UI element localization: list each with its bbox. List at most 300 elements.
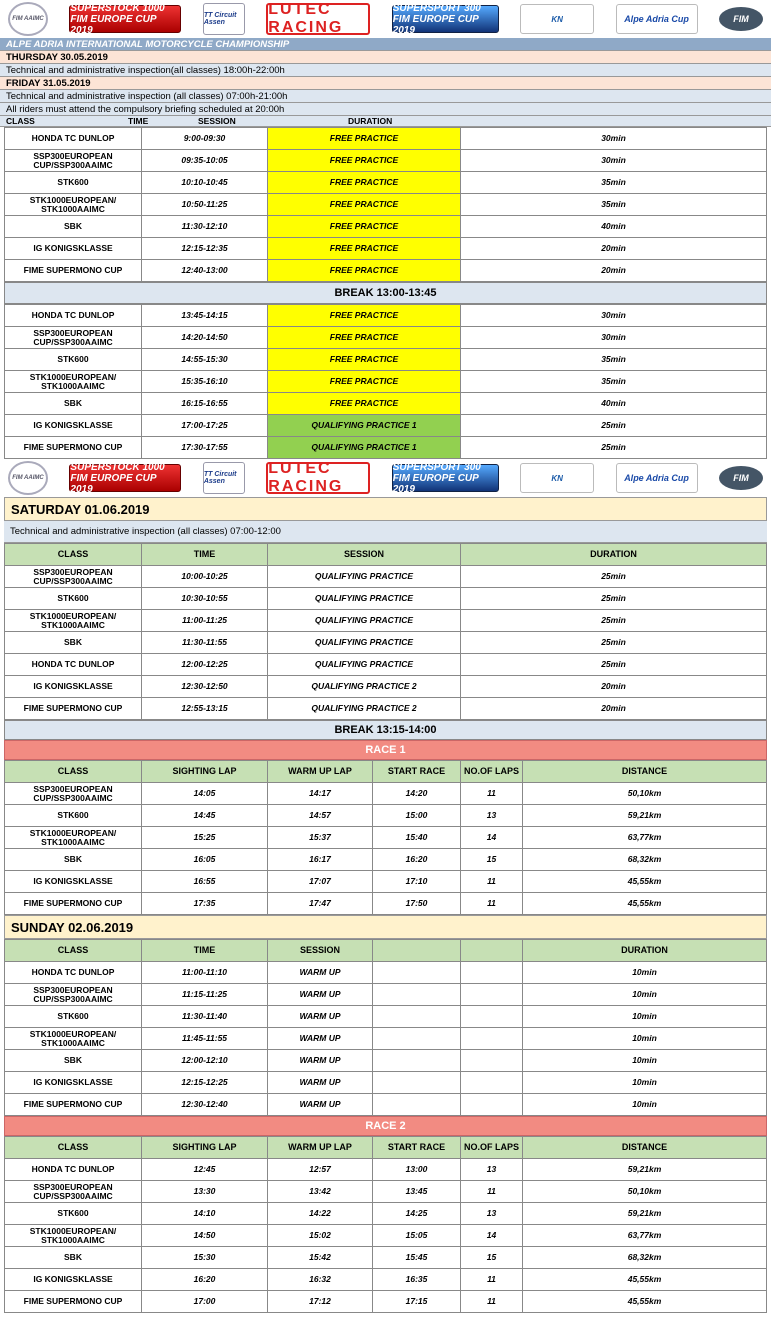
duration-cell: 10min bbox=[523, 1094, 767, 1116]
time-cell: 14:55-15:30 bbox=[142, 349, 268, 371]
sighting-cell: 13:30 bbox=[142, 1181, 268, 1203]
session-cell: FREE PRACTICE bbox=[268, 216, 461, 238]
laps-cell: 11 bbox=[461, 871, 523, 893]
warmup-cell: 17:47 bbox=[268, 893, 373, 915]
time-cell: 11:45-11:55 bbox=[142, 1028, 268, 1050]
table-row bbox=[5, 783, 767, 805]
table-row bbox=[5, 437, 767, 459]
class-cell: FIME SUPERMONO CUP bbox=[5, 698, 142, 720]
table-row bbox=[5, 610, 767, 632]
class-cell: STK600 bbox=[5, 349, 142, 371]
thursday-info: Technical and administrative inspection(all classes) 18:00h-22:00h bbox=[0, 64, 771, 77]
table-row bbox=[5, 984, 767, 1006]
laps-cell: 11 bbox=[461, 783, 523, 805]
session-cell: FREE PRACTICE bbox=[268, 260, 461, 282]
friday-col-time: TIME bbox=[128, 116, 149, 126]
header-duration: DURATION bbox=[523, 940, 767, 962]
table-row bbox=[5, 1028, 767, 1050]
session-cell: QUALIFYING PRACTICE bbox=[268, 632, 461, 654]
start-cell: 13:45 bbox=[373, 1181, 461, 1203]
distance-cell: 59,21km bbox=[523, 1159, 767, 1181]
time-cell: 17:00-17:25 bbox=[142, 415, 268, 437]
duration-cell: 30min bbox=[461, 305, 767, 327]
friday-info-briefing: All riders must attend the compulsory briefing scheduled at 20:00h bbox=[0, 103, 771, 116]
session-cell: WARM UP bbox=[268, 1006, 373, 1028]
session-cell: QUALIFYING PRACTICE bbox=[268, 654, 461, 676]
saturday-info: Technical and administrative inspection (all classes) 07:00-12:00 bbox=[4, 521, 767, 543]
time-cell: 09:35-10:05 bbox=[142, 150, 268, 172]
time-cell: 11:00-11:10 bbox=[142, 962, 268, 984]
start-cell: 15:40 bbox=[373, 827, 461, 849]
table-row bbox=[5, 1247, 767, 1269]
laps-cell: 11 bbox=[461, 1291, 523, 1313]
laps-cell: 11 bbox=[461, 893, 523, 915]
table-row bbox=[5, 393, 767, 415]
time-cell: 12:55-13:15 bbox=[142, 698, 268, 720]
session-cell: FREE PRACTICE bbox=[268, 194, 461, 216]
start-cell: 16:20 bbox=[373, 849, 461, 871]
distance-cell: 45,55km bbox=[523, 871, 767, 893]
fim-logo: FIM bbox=[719, 466, 763, 490]
start-cell: 17:50 bbox=[373, 893, 461, 915]
session-cell: QUALIFYING PRACTICE 1 bbox=[268, 415, 461, 437]
laps-cell: 11 bbox=[461, 1269, 523, 1291]
start-cell: 14:25 bbox=[373, 1203, 461, 1225]
laps-cell: 13 bbox=[461, 1203, 523, 1225]
start-cell: 14:20 bbox=[373, 783, 461, 805]
class-cell: HONDA TC DUNLOP bbox=[5, 128, 142, 150]
header-start: START RACE bbox=[373, 1137, 461, 1159]
warmup-cell: 16:32 bbox=[268, 1269, 373, 1291]
header-session: SESSION bbox=[268, 544, 461, 566]
laps-cell: 14 bbox=[461, 1225, 523, 1247]
duration-cell: 20min bbox=[461, 698, 767, 720]
distance-cell: 45,55km bbox=[523, 893, 767, 915]
duration-cell: 10min bbox=[523, 962, 767, 984]
race-header-row bbox=[5, 761, 767, 783]
header-class: CLASS bbox=[5, 761, 142, 783]
class-cell: FIME SUPERMONO CUP bbox=[5, 893, 142, 915]
duration-cell: 35min bbox=[461, 349, 767, 371]
sponsor-logos-middle bbox=[0, 459, 771, 497]
table-row bbox=[5, 349, 767, 371]
race-header-row bbox=[5, 1137, 767, 1159]
empty-cell bbox=[373, 1072, 461, 1094]
sighting-cell: 17:00 bbox=[142, 1291, 268, 1313]
table-row bbox=[5, 1269, 767, 1291]
time-cell: 10:10-10:45 bbox=[142, 172, 268, 194]
table-row bbox=[5, 1006, 767, 1028]
distance-cell: 63,77km bbox=[523, 827, 767, 849]
empty-cell bbox=[373, 1050, 461, 1072]
thursday-heading: THURSDAY 30.05.2019 bbox=[0, 51, 771, 64]
start-cell: 15:05 bbox=[373, 1225, 461, 1247]
friday-table-1 bbox=[4, 127, 767, 282]
duration-cell: 20min bbox=[461, 676, 767, 698]
table-row bbox=[5, 1050, 767, 1072]
empty-cell bbox=[373, 984, 461, 1006]
table-row bbox=[5, 827, 767, 849]
class-cell: STK600 bbox=[5, 588, 142, 610]
header-row bbox=[5, 940, 767, 962]
time-cell: 11:30-11:40 bbox=[142, 1006, 268, 1028]
duration-cell: 40min bbox=[461, 393, 767, 415]
start-cell: 17:15 bbox=[373, 1291, 461, 1313]
supersport-logo: SUPERSPORT 300 FIM EUROPE CUP 2019 bbox=[392, 5, 499, 33]
distance-cell: 45,55km bbox=[523, 1291, 767, 1313]
time-cell: 11:30-11:55 bbox=[142, 632, 268, 654]
duration-cell: 25min bbox=[461, 415, 767, 437]
duration-cell: 30min bbox=[461, 128, 767, 150]
duration-cell: 40min bbox=[461, 216, 767, 238]
kn-logo: KN bbox=[520, 463, 594, 493]
session-cell: WARM UP bbox=[268, 1072, 373, 1094]
empty-cell bbox=[461, 1028, 523, 1050]
race-2-table bbox=[4, 1136, 767, 1313]
session-cell: WARM UP bbox=[268, 962, 373, 984]
session-cell: FREE PRACTICE bbox=[268, 238, 461, 260]
time-cell: 12:30-12:50 bbox=[142, 676, 268, 698]
time-cell: 16:15-16:55 bbox=[142, 393, 268, 415]
warmup-cell: 15:37 bbox=[268, 827, 373, 849]
table-row bbox=[5, 128, 767, 150]
table-row bbox=[5, 238, 767, 260]
table-row bbox=[5, 1072, 767, 1094]
time-cell: 12:15-12:25 bbox=[142, 1072, 268, 1094]
time-cell: 14:20-14:50 bbox=[142, 327, 268, 349]
alpe-adria-cup-logo: Alpe Adria Cup bbox=[616, 4, 698, 34]
session-cell: QUALIFYING PRACTICE bbox=[268, 588, 461, 610]
warmup-cell: 14:17 bbox=[268, 783, 373, 805]
table-row bbox=[5, 654, 767, 676]
duration-cell: 20min bbox=[461, 238, 767, 260]
class-cell: STK600 bbox=[5, 172, 142, 194]
friday-table-2 bbox=[4, 304, 767, 459]
table-row bbox=[5, 849, 767, 871]
warmup-cell: 14:22 bbox=[268, 1203, 373, 1225]
friday-col-session: SESSION bbox=[198, 116, 236, 126]
table-row bbox=[5, 698, 767, 720]
header-class: CLASS bbox=[5, 1137, 142, 1159]
time-cell: 11:15-11:25 bbox=[142, 984, 268, 1006]
sighting-cell: 15:25 bbox=[142, 827, 268, 849]
session-cell: FREE PRACTICE bbox=[268, 327, 461, 349]
table-row bbox=[5, 962, 767, 984]
distance-cell: 50,10km bbox=[523, 1181, 767, 1203]
header-distance: DISTANCE bbox=[523, 1137, 767, 1159]
sunday-heading: SUNDAY 02.06.2019 bbox=[4, 915, 767, 939]
table-row bbox=[5, 871, 767, 893]
class-cell: HONDA TC DUNLOP bbox=[5, 1159, 142, 1181]
table-row bbox=[5, 1225, 767, 1247]
duration-cell: 25min bbox=[461, 610, 767, 632]
start-cell: 16:35 bbox=[373, 1269, 461, 1291]
class-cell: IG KONIGSKLASSE bbox=[5, 415, 142, 437]
class-cell: FIME SUPERMONO CUP bbox=[5, 1094, 142, 1116]
duration-cell: 30min bbox=[461, 150, 767, 172]
supersport-logo: SUPERSPORT 300 FIM EUROPE CUP 2019 bbox=[392, 464, 499, 492]
laps-cell: 11 bbox=[461, 1181, 523, 1203]
warmup-cell: 16:17 bbox=[268, 849, 373, 871]
header-sighting: SIGHTING LAP bbox=[142, 1137, 268, 1159]
alpe-adria-cup-logo: Alpe Adria Cup bbox=[616, 463, 698, 493]
class-cell: SSP300EUROPEAN CUP/SSP300AAIMC bbox=[5, 783, 142, 805]
header-laps: NO.OF LAPS bbox=[461, 761, 523, 783]
saturday-table bbox=[4, 543, 767, 720]
class-cell: SSP300EUROPEAN CUP/SSP300AAIMC bbox=[5, 327, 142, 349]
friday-column-headers bbox=[0, 116, 771, 127]
header-start: START RACE bbox=[373, 761, 461, 783]
table-row bbox=[5, 305, 767, 327]
table-row bbox=[5, 1291, 767, 1313]
distance-cell: 63,77km bbox=[523, 1225, 767, 1247]
table-row bbox=[5, 588, 767, 610]
header-sighting: SIGHTING LAP bbox=[142, 761, 268, 783]
class-cell: IG KONIGSKLASSE bbox=[5, 238, 142, 260]
table-row bbox=[5, 194, 767, 216]
table-row bbox=[5, 150, 767, 172]
empty-cell bbox=[461, 1006, 523, 1028]
sponsor-logos-top bbox=[0, 0, 771, 38]
session-cell: FREE PRACTICE bbox=[268, 305, 461, 327]
header-class: CLASS bbox=[5, 940, 142, 962]
superstock-logo: SUPERSTOCK 1000 FIM EUROPE CUP 2019 bbox=[69, 5, 181, 33]
class-cell: SBK bbox=[5, 632, 142, 654]
saturday-break: BREAK 13:15-14:00 bbox=[4, 720, 767, 740]
duration-cell: 30min bbox=[461, 327, 767, 349]
class-cell: STK1000EUROPEAN/ STK1000AAIMC bbox=[5, 194, 142, 216]
time-cell: 12:40-13:00 bbox=[142, 260, 268, 282]
class-cell: FIME SUPERMONO CUP bbox=[5, 260, 142, 282]
start-cell: 13:00 bbox=[373, 1159, 461, 1181]
distance-cell: 68,32km bbox=[523, 849, 767, 871]
table-row bbox=[5, 632, 767, 654]
table-row bbox=[5, 327, 767, 349]
class-cell: FIME SUPERMONO CUP bbox=[5, 1291, 142, 1313]
duration-cell: 25min bbox=[461, 654, 767, 676]
class-cell: SSP300EUROPEAN CUP/SSP300AAIMC bbox=[5, 984, 142, 1006]
time-cell: 15:35-16:10 bbox=[142, 371, 268, 393]
sighting-cell: 12:45 bbox=[142, 1159, 268, 1181]
time-cell: 11:30-12:10 bbox=[142, 216, 268, 238]
header-row bbox=[5, 544, 767, 566]
table-row bbox=[5, 805, 767, 827]
warmup-cell: 15:02 bbox=[268, 1225, 373, 1247]
aaimc-logo: FIM AAIMC bbox=[8, 461, 48, 495]
race-2-heading: RACE 2 bbox=[4, 1116, 767, 1136]
tt-assen-logo: TT Circuit Assen bbox=[203, 3, 245, 35]
table-row bbox=[5, 1094, 767, 1116]
empty-cell bbox=[373, 962, 461, 984]
time-cell: 9:00-09:30 bbox=[142, 128, 268, 150]
class-cell: HONDA TC DUNLOP bbox=[5, 962, 142, 984]
sighting-cell: 16:05 bbox=[142, 849, 268, 871]
empty-cell bbox=[461, 1050, 523, 1072]
class-cell: HONDA TC DUNLOP bbox=[5, 305, 142, 327]
time-cell: 12:30-12:40 bbox=[142, 1094, 268, 1116]
table-row bbox=[5, 1181, 767, 1203]
header-duration: DURATION bbox=[461, 544, 767, 566]
session-cell: FREE PRACTICE bbox=[268, 393, 461, 415]
duration-cell: 25min bbox=[461, 588, 767, 610]
class-cell: STK1000EUROPEAN/ STK1000AAIMC bbox=[5, 1028, 142, 1050]
time-cell: 12:00-12:10 bbox=[142, 1050, 268, 1072]
friday-col-class: CLASS bbox=[6, 116, 35, 126]
table-row bbox=[5, 893, 767, 915]
session-cell: QUALIFYING PRACTICE 2 bbox=[268, 676, 461, 698]
time-cell: 13:45-14:15 bbox=[142, 305, 268, 327]
sighting-cell: 14:45 bbox=[142, 805, 268, 827]
distance-cell: 59,21km bbox=[523, 805, 767, 827]
duration-cell: 25min bbox=[461, 632, 767, 654]
laps-cell: 13 bbox=[461, 805, 523, 827]
class-cell: STK600 bbox=[5, 805, 142, 827]
laps-cell: 14 bbox=[461, 827, 523, 849]
class-cell: SBK bbox=[5, 1247, 142, 1269]
session-cell: QUALIFYING PRACTICE bbox=[268, 610, 461, 632]
superstock-logo: SUPERSTOCK 1000 FIM EUROPE CUP 2019 bbox=[69, 464, 181, 492]
header-class: CLASS bbox=[5, 544, 142, 566]
duration-cell: 35min bbox=[461, 172, 767, 194]
duration-cell: 25min bbox=[461, 437, 767, 459]
lutec-logo: LUTEC RACING bbox=[266, 3, 370, 35]
friday-break: BREAK 13:00-13:45 bbox=[4, 282, 767, 304]
class-cell: STK600 bbox=[5, 1006, 142, 1028]
sighting-cell: 16:20 bbox=[142, 1269, 268, 1291]
empty-cell bbox=[461, 962, 523, 984]
warmup-cell: 14:57 bbox=[268, 805, 373, 827]
time-cell: 10:50-11:25 bbox=[142, 194, 268, 216]
time-cell: 10:30-10:55 bbox=[142, 588, 268, 610]
sunday-table bbox=[4, 939, 767, 1116]
class-cell: SBK bbox=[5, 216, 142, 238]
table-row bbox=[5, 172, 767, 194]
sighting-cell: 15:30 bbox=[142, 1247, 268, 1269]
duration-cell: 10min bbox=[523, 1006, 767, 1028]
header-laps: NO.OF LAPS bbox=[461, 1137, 523, 1159]
session-cell: WARM UP bbox=[268, 984, 373, 1006]
class-cell: STK600 bbox=[5, 1203, 142, 1225]
time-cell: 12:00-12:25 bbox=[142, 654, 268, 676]
header-distance: DISTANCE bbox=[523, 761, 767, 783]
session-cell: FREE PRACTICE bbox=[268, 172, 461, 194]
table-row bbox=[5, 371, 767, 393]
session-cell: FREE PRACTICE bbox=[268, 371, 461, 393]
session-cell: FREE PRACTICE bbox=[268, 349, 461, 371]
session-cell: FREE PRACTICE bbox=[268, 150, 461, 172]
class-cell: SSP300EUROPEAN CUP/SSP300AAIMC bbox=[5, 1181, 142, 1203]
session-cell: QUALIFYING PRACTICE 2 bbox=[268, 698, 461, 720]
header-warmup: WARM UP LAP bbox=[268, 1137, 373, 1159]
table-row bbox=[5, 260, 767, 282]
class-cell: SSP300EUROPEAN CUP/SSP300AAIMC bbox=[5, 150, 142, 172]
session-cell: FREE PRACTICE bbox=[268, 128, 461, 150]
class-cell: SSP300EUROPEAN CUP/SSP300AAIMC bbox=[5, 566, 142, 588]
time-cell: 10:00-10:25 bbox=[142, 566, 268, 588]
class-cell: IG KONIGSKLASSE bbox=[5, 1269, 142, 1291]
empty-cell bbox=[373, 1006, 461, 1028]
empty-cell bbox=[461, 984, 523, 1006]
distance-cell: 45,55km bbox=[523, 1269, 767, 1291]
laps-cell: 13 bbox=[461, 1159, 523, 1181]
aaimc-logo: FIM AAIMC bbox=[8, 2, 48, 36]
duration-cell: 10min bbox=[523, 1072, 767, 1094]
class-cell: SBK bbox=[5, 1050, 142, 1072]
start-cell: 15:00 bbox=[373, 805, 461, 827]
class-cell: IG KONIGSKLASSE bbox=[5, 1072, 142, 1094]
header-empty bbox=[461, 940, 523, 962]
class-cell: STK1000EUROPEAN/ STK1000AAIMC bbox=[5, 827, 142, 849]
distance-cell: 59,21km bbox=[523, 1203, 767, 1225]
empty-cell bbox=[461, 1094, 523, 1116]
empty-cell bbox=[373, 1028, 461, 1050]
class-cell: HONDA TC DUNLOP bbox=[5, 654, 142, 676]
sighting-cell: 16:55 bbox=[142, 871, 268, 893]
header-time: TIME bbox=[142, 544, 268, 566]
sighting-cell: 14:10 bbox=[142, 1203, 268, 1225]
warmup-cell: 13:42 bbox=[268, 1181, 373, 1203]
time-cell: 17:30-17:55 bbox=[142, 437, 268, 459]
table-row bbox=[5, 216, 767, 238]
header-warmup: WARM UP LAP bbox=[268, 761, 373, 783]
duration-cell: 20min bbox=[461, 260, 767, 282]
class-cell: SBK bbox=[5, 393, 142, 415]
friday-info-inspection: Technical and administrative inspection (all classes) 07:00h-21:00h bbox=[0, 90, 771, 103]
lutec-logo: LUTEC RACING bbox=[266, 462, 370, 494]
friday-col-duration: DURATION bbox=[348, 116, 393, 126]
table-row bbox=[5, 566, 767, 588]
header-session: SESSION bbox=[268, 940, 373, 962]
sighting-cell: 14:05 bbox=[142, 783, 268, 805]
warmup-cell: 17:07 bbox=[268, 871, 373, 893]
header-time: TIME bbox=[142, 940, 268, 962]
tt-assen-logo: TT Circuit Assen bbox=[203, 462, 245, 494]
table-row bbox=[5, 1159, 767, 1181]
empty-cell bbox=[461, 1072, 523, 1094]
duration-cell: 25min bbox=[461, 566, 767, 588]
duration-cell: 35min bbox=[461, 194, 767, 216]
start-cell: 15:45 bbox=[373, 1247, 461, 1269]
class-cell: SBK bbox=[5, 849, 142, 871]
class-cell: IG KONIGSKLASSE bbox=[5, 676, 142, 698]
race-1-table bbox=[4, 760, 767, 915]
duration-cell: 35min bbox=[461, 371, 767, 393]
time-cell: 11:00-11:25 bbox=[142, 610, 268, 632]
championship-title: ALPE ADRIA INTERNATIONAL MOTORCYCLE CHAMPIONSHIP bbox=[0, 38, 771, 51]
session-cell: WARM UP bbox=[268, 1028, 373, 1050]
distance-cell: 50,10km bbox=[523, 783, 767, 805]
duration-cell: 10min bbox=[523, 1050, 767, 1072]
sighting-cell: 14:50 bbox=[142, 1225, 268, 1247]
session-cell: QUALIFYING PRACTICE bbox=[268, 566, 461, 588]
table-row bbox=[5, 1203, 767, 1225]
session-cell: WARM UP bbox=[268, 1050, 373, 1072]
laps-cell: 15 bbox=[461, 849, 523, 871]
fim-logo: FIM bbox=[719, 7, 763, 31]
session-cell: WARM UP bbox=[268, 1094, 373, 1116]
race-1-heading: RACE 1 bbox=[4, 740, 767, 760]
sighting-cell: 17:35 bbox=[142, 893, 268, 915]
session-cell: QUALIFYING PRACTICE 1 bbox=[268, 437, 461, 459]
empty-cell bbox=[373, 1094, 461, 1116]
warmup-cell: 15:42 bbox=[268, 1247, 373, 1269]
duration-cell: 10min bbox=[523, 984, 767, 1006]
kn-logo: KN bbox=[520, 4, 594, 34]
class-cell: IG KONIGSKLASSE bbox=[5, 871, 142, 893]
class-cell: STK1000EUROPEAN/ STK1000AAIMC bbox=[5, 371, 142, 393]
laps-cell: 15 bbox=[461, 1247, 523, 1269]
header-empty bbox=[373, 940, 461, 962]
